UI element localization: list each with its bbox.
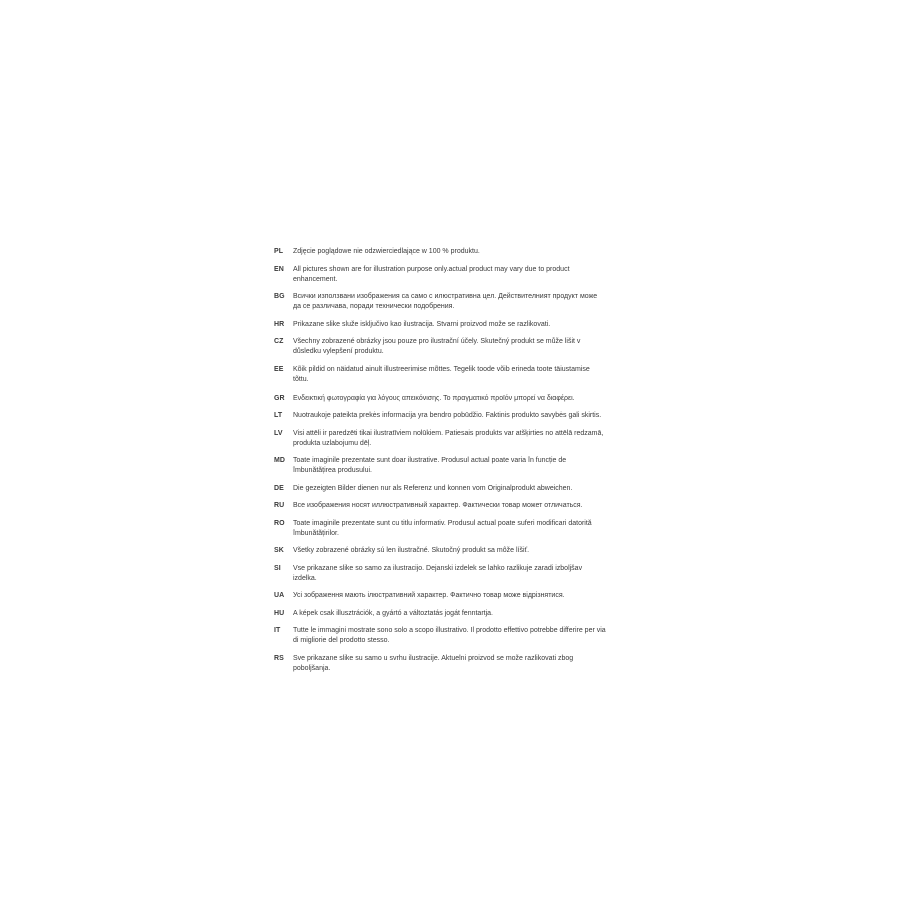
disclaimer-row (274, 365, 606, 385)
disclaimer-text: Die gezeigten Bilder dienen nur als Referenz und konnen vom Originalprodukt abweichen. (293, 484, 573, 492)
disclaimer-text: Kõik pildid on näidatud ainult illustreerimise mõttes. Tegelik toode võib erineda toote täiustamise tõttu. (293, 365, 590, 383)
disclaimer-text: A képek csak illusztrációk, a gyártó a változtatás jogát fenntartja. (293, 609, 493, 617)
language-code: RU (274, 502, 285, 509)
disclaimer-row (274, 546, 606, 556)
disclaimer-text: Toate imaginile prezentate sunt doar ilustrative. Produsul actual poate varia în funcție de îmbunătățirea produsului. (293, 457, 567, 474)
disclaimer-row (274, 247, 606, 257)
disclaimer-row (274, 411, 606, 421)
disclaimer-text: Toate imaginile prezentate sunt cu titlu informativ. Produsul actual poate suferi modificari datorită îmbunătățirilor. (293, 519, 592, 537)
disclaimer-list (274, 247, 606, 681)
language-code: RO (274, 519, 285, 527)
disclaimer-row (274, 292, 606, 312)
language-code: MD (274, 457, 286, 464)
disclaimer-row (274, 591, 606, 601)
disclaimer-text: Zdjęcie poglądowe nie odzwierciedlające w 100 % produktu. (293, 248, 480, 255)
disclaimer-row (274, 626, 606, 646)
disclaimer-row (274, 429, 606, 449)
disclaimer-row (274, 265, 606, 285)
language-code: EE (274, 365, 284, 373)
language-code: GR (274, 394, 285, 402)
disclaimer-text: Vse prikazane slike so samo za ilustracijo. Dejanski izdelek se lahko razlikuje zaradi izboljšav izdelka. (293, 564, 583, 582)
disclaimer-text: Tutte le immagini mostrate sono solo a scopo illustrativo. Il prodotto effettivo potrebbe differire per via di migliorie del prodotto stesso. (293, 627, 606, 644)
disclaimer-text: Všechny zobrazené obrázky jsou pouze pro ilustrační účely. Skutečný produkt se může lišit v důsledku vylepšení produktu. (293, 338, 581, 355)
disclaimer-row (274, 501, 606, 511)
language-code: UA (274, 592, 285, 599)
language-code: RS (274, 654, 284, 662)
disclaimer-row (274, 654, 606, 674)
disclaimer-text: Visi attēli ir paredzēti tikai ilustratīviem nolūkiem. Patiesais produkts var atšķirties no attēlā redzamā, produkta uzlabojumu dēļ. (293, 429, 604, 447)
disclaimer-text: Prikazane slike služe isključivo kao ilustracija. Stvarni proizvod može se razlikovati. (293, 320, 551, 328)
language-code: HU (274, 609, 285, 617)
language-code: CZ (274, 338, 284, 345)
disclaimer-row (274, 337, 606, 357)
disclaimer-text: Sve prikazane slike su samo u svrhu ilustracije. Aktuelni proizvod se može razlikovati zbog poboljšanja. (293, 654, 574, 672)
language-code: BG (274, 293, 285, 300)
language-code: IT (274, 627, 281, 634)
disclaimer-text: Všetky zobrazené obrázky sú len ilustračné. Skutočný produkt sa môže líšiť. (293, 547, 530, 554)
disclaimer-row (274, 320, 606, 330)
language-code: DE (274, 484, 284, 492)
language-code: PL (274, 248, 284, 255)
disclaimer-text: Ενδεικτική φωτογραφία για λόγους απεικόνισης. Το πραγματικό προϊόν μπορεί να διαφέρει. (293, 394, 575, 402)
disclaimer-text: Усі зображення мають ілюстративний характер. Фактично товар може відрізнятися. (293, 592, 565, 599)
language-code: SK (274, 547, 284, 554)
disclaimer-row (274, 484, 606, 494)
language-code: LV (274, 429, 283, 437)
disclaimer-text: Все изображения носят иллюстративный характер. Фактически товар может отличаться. (293, 502, 583, 509)
language-code: SI (274, 564, 281, 572)
language-code: EN (274, 265, 284, 273)
disclaimer-row (274, 609, 606, 619)
disclaimer-row (274, 456, 606, 476)
disclaimer-row (274, 394, 606, 404)
language-code: HR (274, 320, 285, 328)
disclaimer-text: Nuotraukoje pateikta prekės informacija yra bendro pobūdžio. Faktinis produkto savybės gali skirtis. (293, 412, 602, 419)
language-code: LT (274, 412, 283, 419)
disclaimer-row (274, 519, 606, 539)
disclaimer-text: Всички използвани изображения са само с илюстративна цел. Действителният продукт може да се различава, поради технически подобрения. (293, 293, 598, 310)
disclaimer-text: All pictures shown are for illustration purpose only.actual product may vary due to product enhancement. (293, 265, 570, 283)
disclaimer-row (274, 564, 606, 584)
